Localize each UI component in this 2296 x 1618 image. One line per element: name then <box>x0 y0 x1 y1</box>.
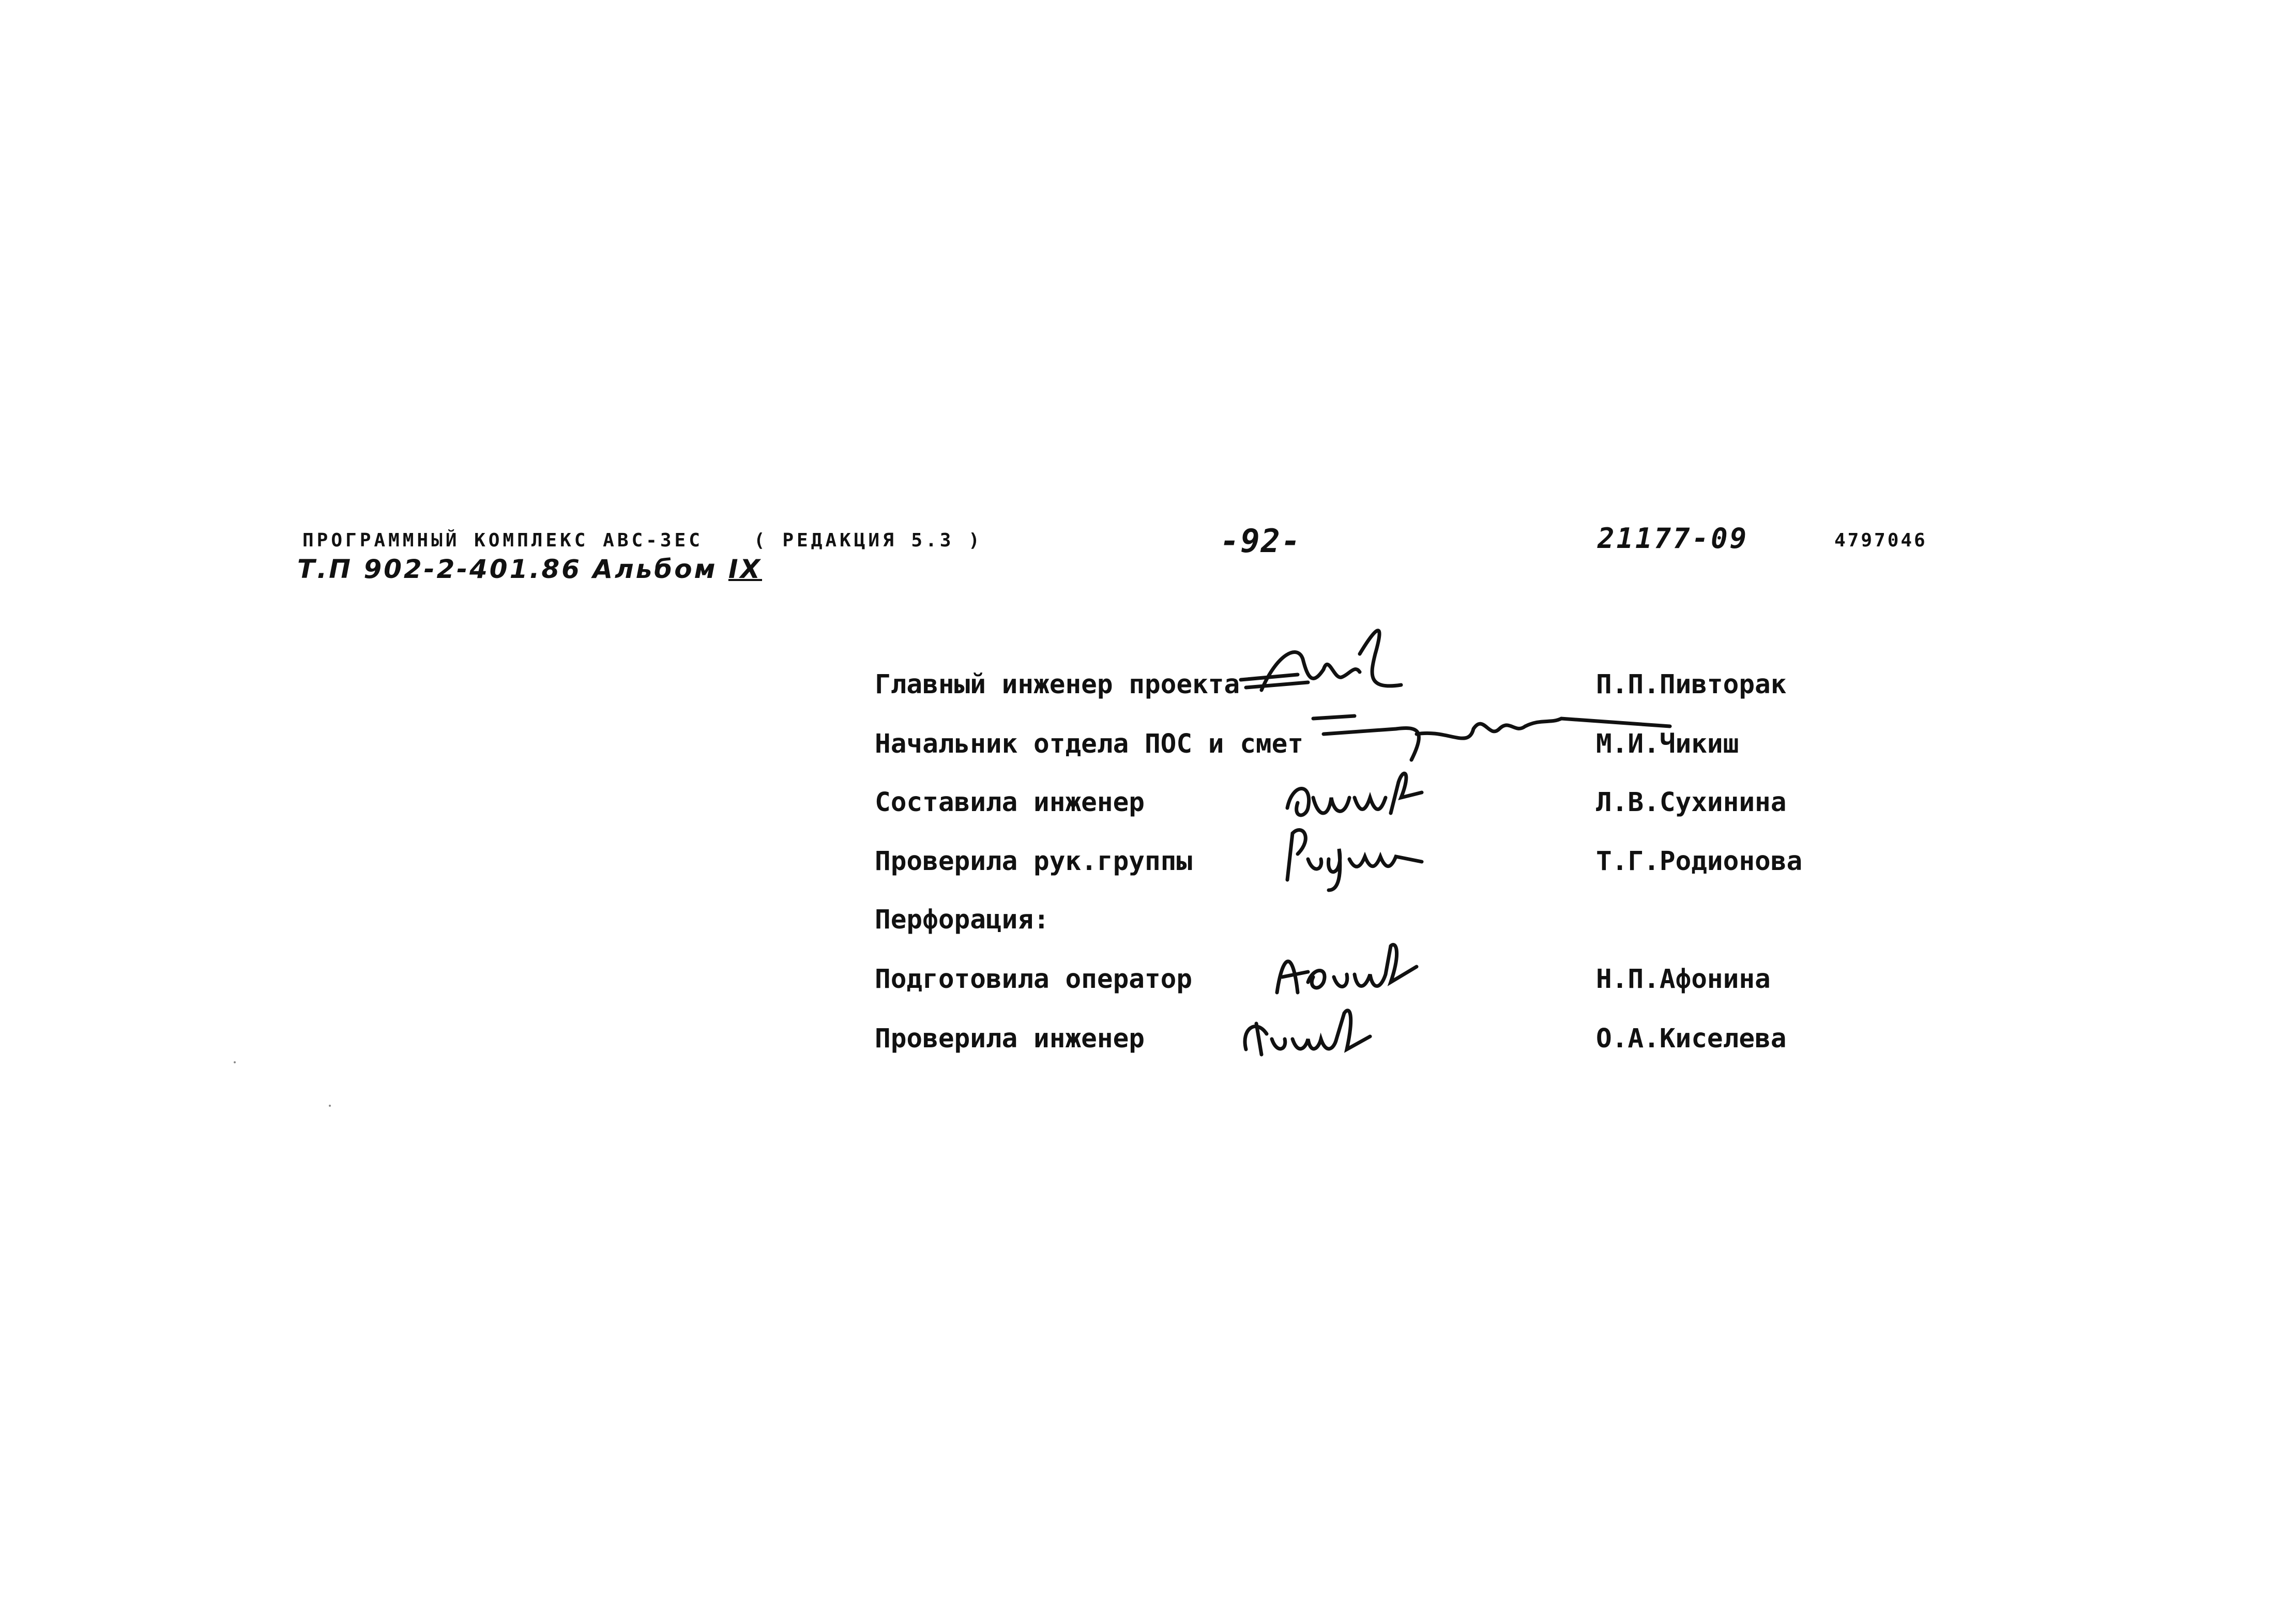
document-code: 21177-09 <box>1598 522 1749 555</box>
person-name: П.П.Пивторак <box>1596 669 1787 700</box>
section-label: Перфорация: <box>875 905 1050 935</box>
scan-speck <box>329 1105 331 1107</box>
role-label: Подготовила оператор <box>875 964 1193 995</box>
signature-row-chief-engineer <box>0 669 2296 711</box>
edition-label: ( РЕДАКЦИЯ 5.3 ) <box>754 530 983 551</box>
person-name: О.А.Киселева <box>1596 1024 1787 1054</box>
handwritten-signature <box>1236 998 1411 1075</box>
album-volume: IX <box>728 554 762 584</box>
page-number: -92- <box>1220 522 1302 560</box>
program-label: ПРОГРАММНЫЙ КОМПЛЕКС АВС-3ЕС <box>302 530 703 551</box>
person-name: М.И.Чикиш <box>1596 729 1739 759</box>
role-label: Главный инженер проекта <box>875 669 1240 700</box>
signature-row-prepared-by-operator <box>0 964 2296 1005</box>
inventory-number: 4797046 <box>1834 530 1927 551</box>
album-label <box>297 554 762 584</box>
person-name: Т.Г.Родионова <box>1596 846 1803 877</box>
role-label: Проверила инженер <box>875 1024 1145 1054</box>
handwritten-signature <box>1277 818 1442 895</box>
person-name: Н.П.Афонина <box>1596 964 1771 995</box>
signature-row-checked-by-group-lead <box>0 846 2296 888</box>
role-label: Проверила рук.группы <box>875 846 1193 877</box>
role-label: Составила инженер <box>875 787 1145 818</box>
person-name: Л.В.Сухинина <box>1596 787 1787 818</box>
album-prefix: Т.П 902-2-401.86 Альбом <box>297 554 728 584</box>
scan-speck <box>234 1061 236 1063</box>
role-label: Начальник отдела ПОС и смет <box>875 729 1304 759</box>
signature-row-department-head <box>0 729 2296 770</box>
signature-row-checked-by-engineer <box>0 1024 2296 1065</box>
signature-row-perforation <box>0 905 2296 946</box>
signature-row-compiled-by <box>0 787 2296 829</box>
